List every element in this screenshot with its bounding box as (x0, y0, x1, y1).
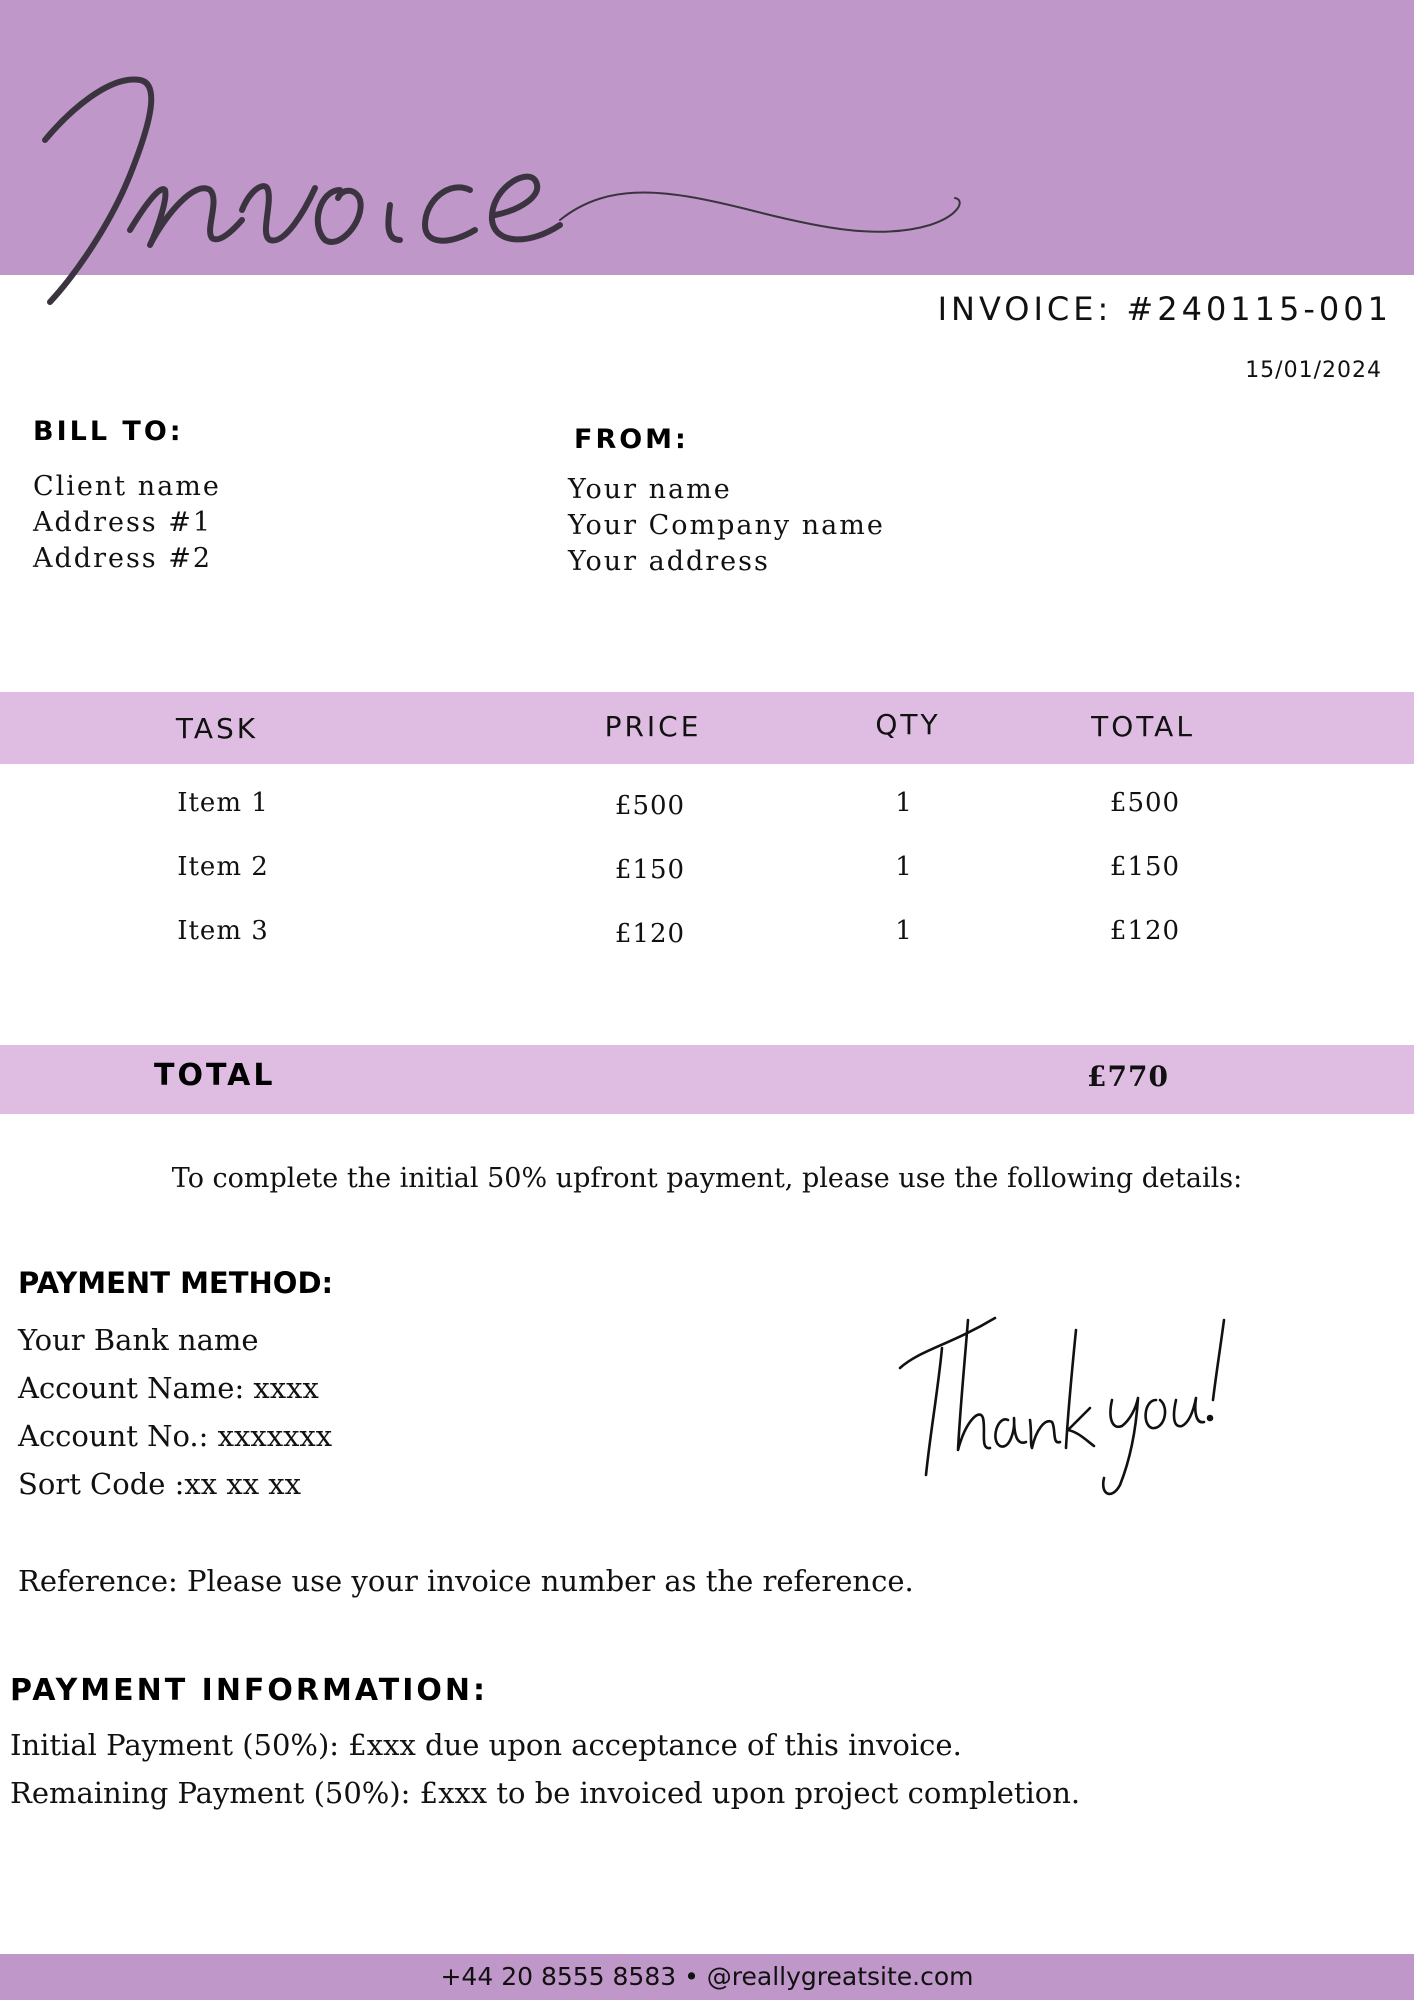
payment-method-heading: PAYMENT METHOD: (18, 1266, 334, 1300)
table-cell-task: Item 1 (177, 788, 269, 818)
from-line: Your Company name (568, 510, 885, 541)
column-header-task: TASK (175, 712, 259, 745)
bill-to-line: Client name (33, 471, 221, 502)
payment-method-line: Sort Code :xx xx xx (18, 1467, 301, 1501)
bill-to-heading: BILL TO: (33, 416, 184, 447)
column-header-price: PRICE (604, 710, 702, 743)
table-cell-qty: 1 (895, 852, 913, 882)
invoice-number: INVOICE: #240115-001 (937, 290, 1392, 328)
payment-information-line: Remaining Payment (50%): £xxx to be invoiced upon project completion. (10, 1776, 1081, 1810)
table-cell-qty: 1 (895, 788, 913, 818)
table-cell-task: Item 3 (177, 916, 269, 946)
table-cell-price: £120 (614, 919, 686, 949)
table-cell-total: £500 (1109, 788, 1181, 818)
from-line: Your address (568, 546, 770, 577)
table-cell-total: £150 (1109, 852, 1181, 882)
invoice-date: 15/01/2024 (1245, 358, 1382, 383)
bill-to-line: Address #2 (33, 543, 213, 574)
payment-method-line: Account No.: xxxxxxx (18, 1419, 333, 1453)
payment-information-line: Initial Payment (50%): £xxx due upon acceptance of this invoice. (10, 1728, 962, 1762)
payment-note: To complete the initial 50% upfront payment, please use the following details: (171, 1163, 1243, 1194)
footer-contact: +44 20 8555 8583 • @reallygreatsite.com (440, 1962, 974, 1991)
column-header-qty: QTY (875, 708, 941, 741)
total-value: £770 (1087, 1060, 1169, 1093)
thank-you-signature (880, 1300, 1240, 1500)
table-cell-price: £500 (614, 791, 686, 821)
payment-method-line: Your Bank name (18, 1323, 259, 1357)
total-label: TOTAL (154, 1058, 276, 1093)
invoice-script-title (30, 40, 990, 320)
table-cell-price: £150 (614, 855, 686, 885)
payment-method-line: Account Name: xxxx (18, 1371, 319, 1405)
table-cell-total: £120 (1109, 916, 1181, 946)
from-line: Your name (568, 474, 732, 505)
from-heading: FROM: (574, 424, 689, 455)
reference-line: Reference: Please use your invoice number as the reference. (18, 1564, 914, 1598)
table-cell-task: Item 2 (177, 852, 269, 882)
table-cell-qty: 1 (895, 916, 913, 946)
payment-information-heading: PAYMENT INFORMATION: (10, 1673, 489, 1708)
column-header-total: TOTAL (1091, 710, 1195, 743)
bill-to-line: Address #1 (33, 507, 213, 538)
